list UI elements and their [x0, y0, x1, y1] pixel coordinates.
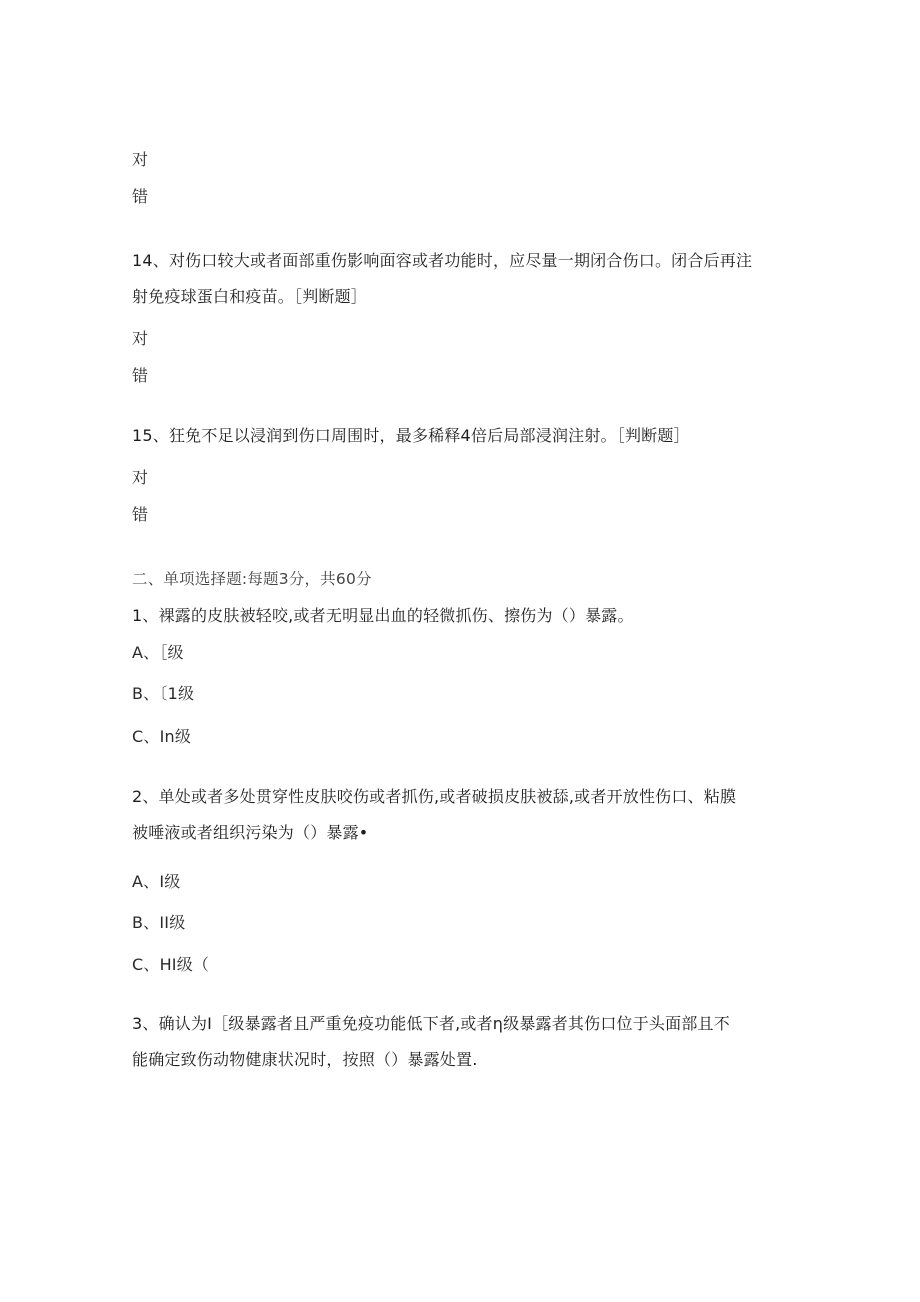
mc3-text-line1: 3、确认为I［级暴露者且严重免疫功能低下者,或者η级暴露者其伤口位于头面部且不 — [132, 1014, 730, 1033]
q15-option-false[interactable]: 错 — [132, 505, 149, 524]
q14-text-line2: 射免疫球蛋白和疫苗。［判断题］ — [132, 287, 368, 306]
q15-option-true[interactable]: 对 — [132, 468, 149, 487]
q13-option-true[interactable]: 对 — [132, 150, 149, 169]
mc3-text-line2: 能确定致伤动物健康状况时，按照（）暴露处置. — [132, 1050, 478, 1069]
q13-option-false[interactable]: 错 — [132, 187, 149, 206]
q14-text-line1: 14、对伤口较大或者面部重伤影响面容或者功能时，应尽量一期闭合伤口。闭合后再注 — [132, 251, 753, 270]
q14-option-true[interactable]: 对 — [132, 329, 149, 348]
mc2-option-b[interactable]: B、II级 — [132, 913, 186, 932]
mc1-option-b[interactable]: B、〔1级 — [132, 684, 195, 703]
section-heading: 二、单项选择题:每题3分，共60分 — [132, 570, 372, 588]
q14-option-false[interactable]: 错 — [132, 366, 149, 385]
mc1-text: 1、裸露的皮肤被轻咬,或者无明显出血的轻微抓伤、擦伤为（）暴露。 — [132, 606, 634, 625]
mc1-option-a[interactable]: A、［级 — [132, 643, 184, 662]
q15-text: 15、狂免不足以浸润到伤口周围时，最多稀释4倍后局部浸润注射。［判断题］ — [132, 426, 690, 445]
mc2-option-c[interactable]: C、HI级（ — [132, 955, 210, 974]
mc2-option-a[interactable]: A、I级 — [132, 872, 181, 891]
mc1-option-c[interactable]: C、In级 — [132, 727, 192, 746]
mc2-text-line1: 2、单处或者多处贯穿性皮肤咬伤或者抓伤,或者破损皮肤被舔,或者开放性伤口、粘膜 — [132, 787, 737, 806]
mc2-text-line2: 被唾液或者组织污染为（）暴露• — [132, 823, 369, 842]
